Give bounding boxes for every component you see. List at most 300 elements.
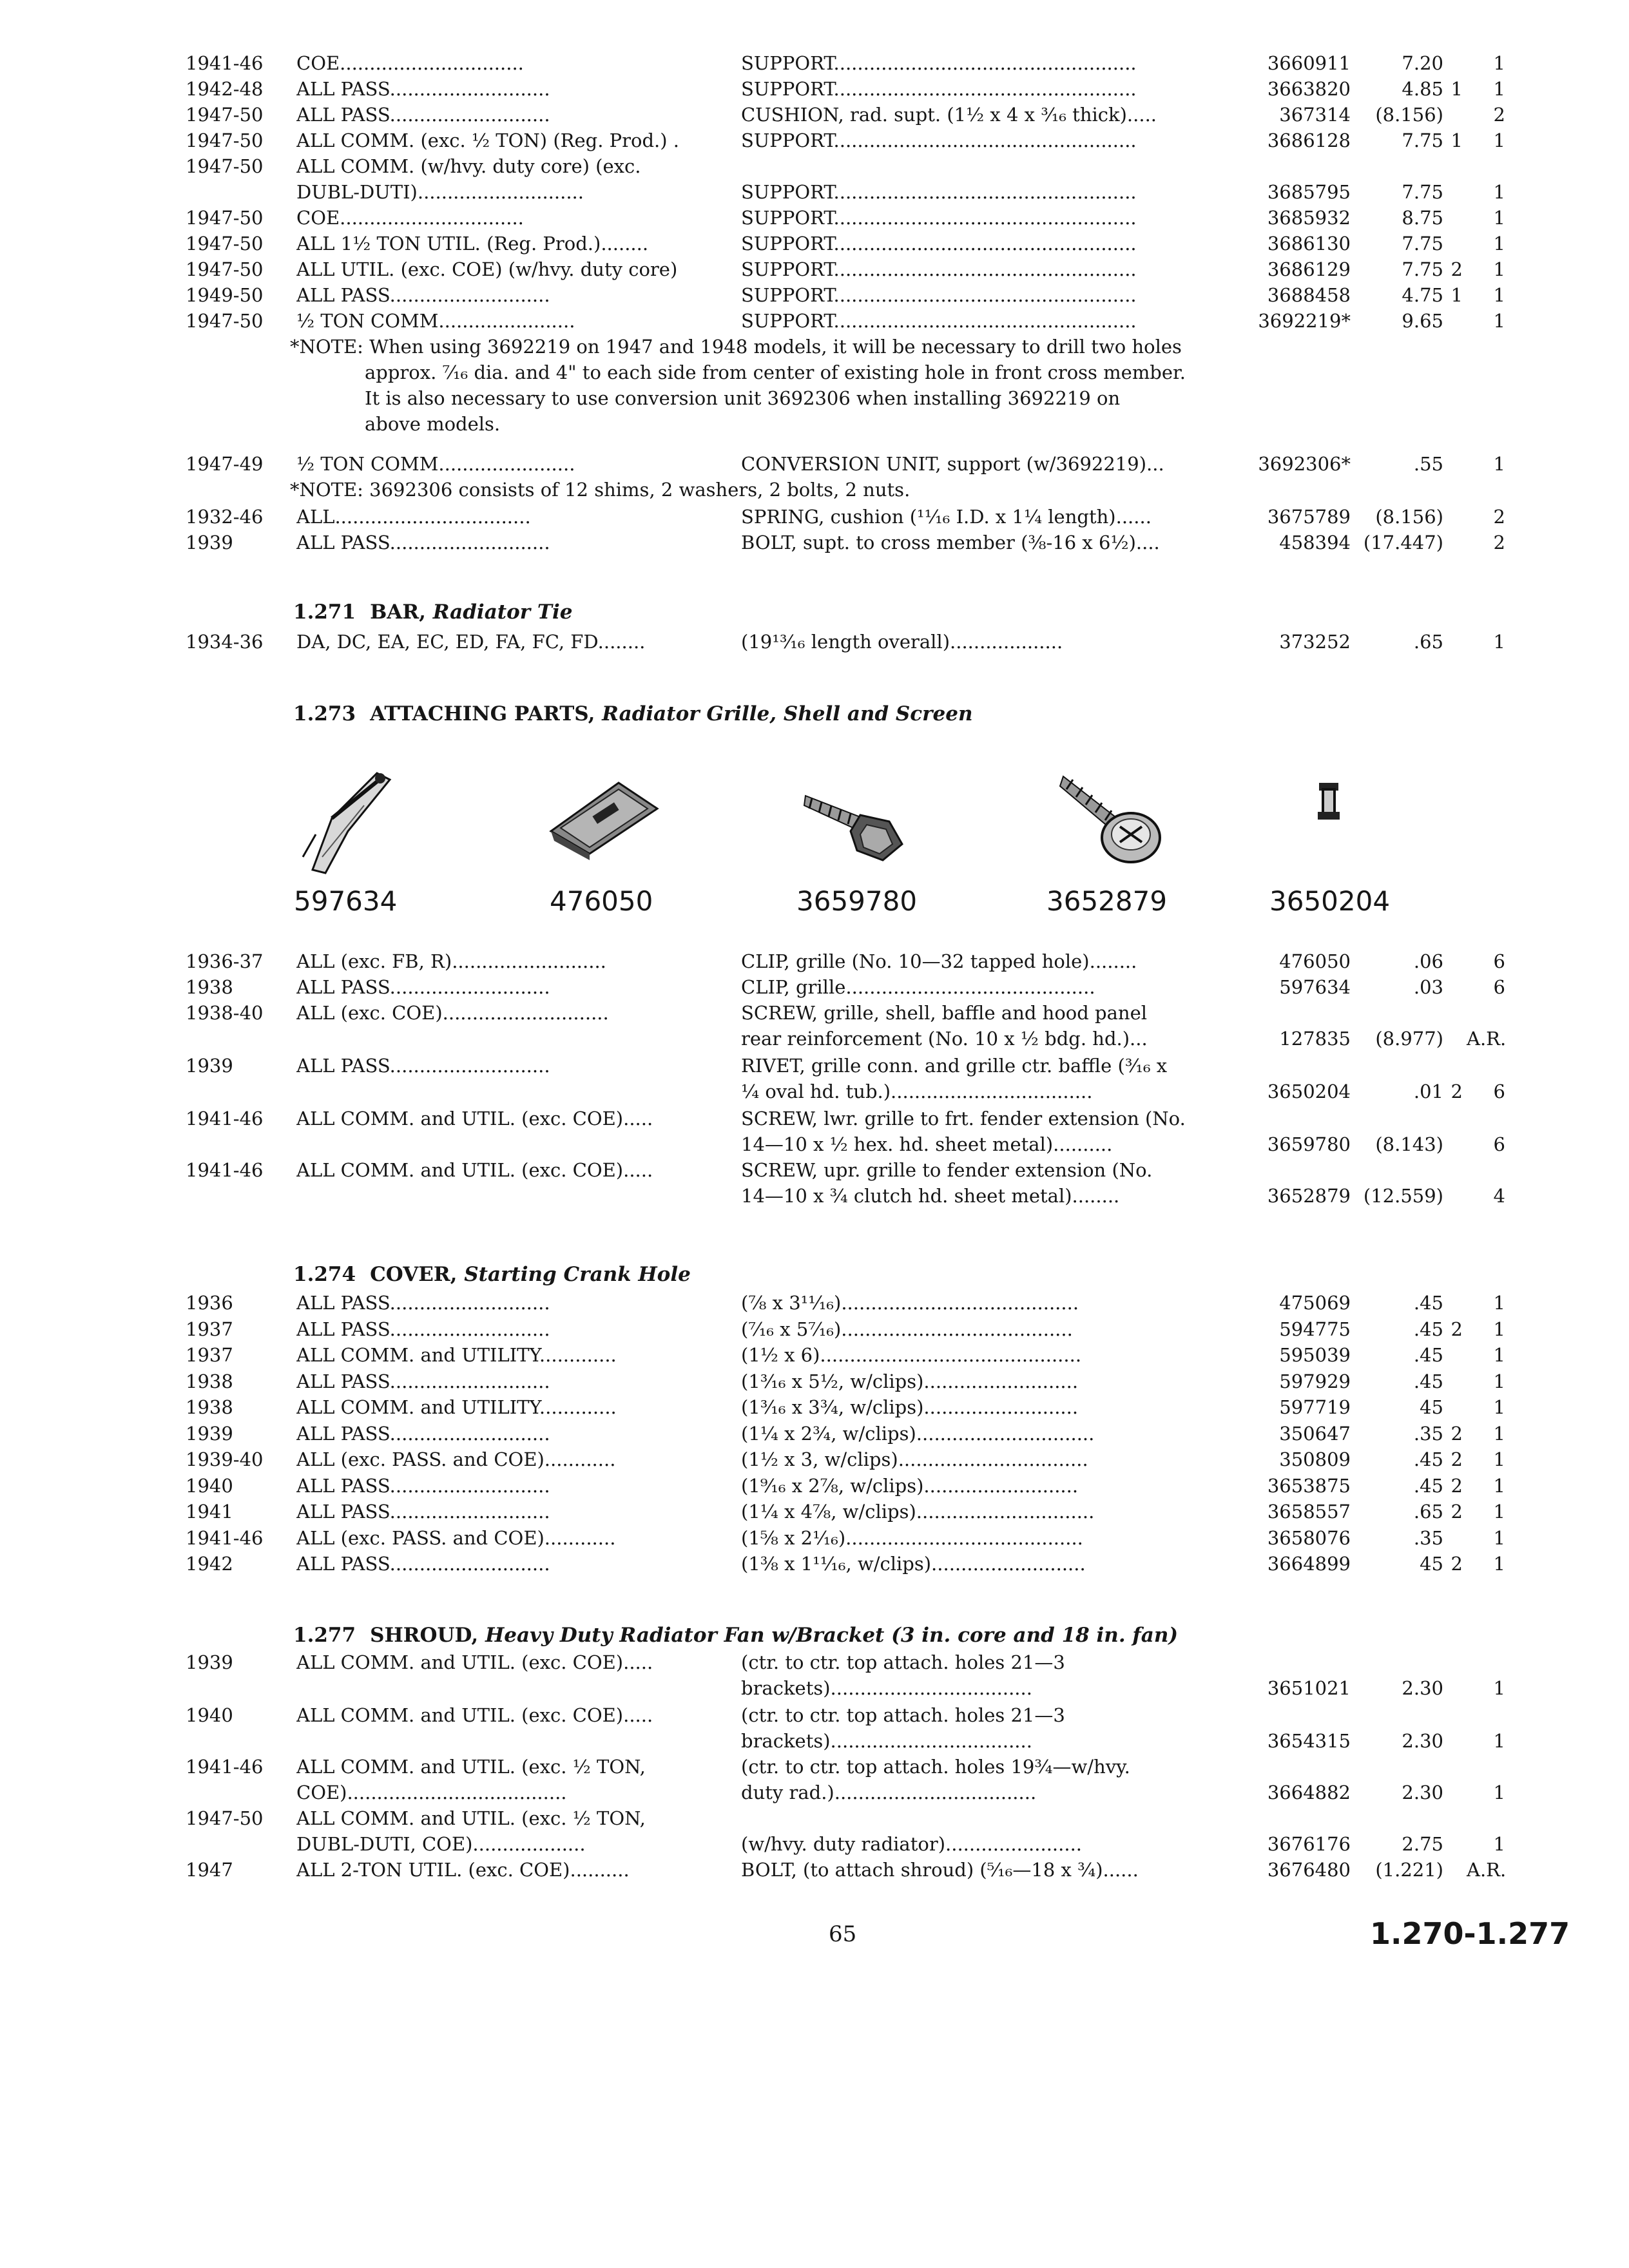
parts-row-desc: RIVET, grille conn. and grille ctr. baffle (³⁄₁₆ x — [741, 1055, 1168, 1077]
parts-row — [0, 1079, 1629, 1104]
parts-row-model: ALL PASS........................... — [296, 1474, 550, 1497]
parts-row-part: 3664899 — [1267, 1553, 1351, 1575]
parts-row-qty: 1 — [1493, 1448, 1505, 1470]
parts-row-qty: 1 — [1493, 1396, 1505, 1418]
parts-row-year: 1947-50 — [186, 310, 264, 332]
parts-row-price: 2.75 — [1402, 1833, 1443, 1855]
parts-row-part: 3685795 — [1267, 181, 1351, 203]
parts-row-model: ALL PASS........................... — [296, 1501, 550, 1523]
parts-row — [0, 128, 1629, 153]
parts-row-price: (8.977) — [1375, 1028, 1443, 1050]
parts-row-grp: 2 — [1451, 1448, 1463, 1470]
parts-row-model: ALL 2-TON UTIL. (exc. COE).......... — [296, 1859, 630, 1881]
parts-row-model: ALL COMM. and UTIL. (exc. ½ TON, — [296, 1756, 646, 1778]
parts-row — [0, 1316, 1629, 1342]
parts-row-desc: SUPPORT................................................... — [741, 181, 1137, 203]
parts-row — [0, 1728, 1629, 1754]
parts-row-price: 4.85 — [1402, 78, 1443, 100]
parts-row-qty: 1 — [1493, 1782, 1505, 1803]
parts-row-desc: (⁷⁄₁₆ x 5⁷⁄₁₆)....................................... — [741, 1318, 1073, 1340]
parts-row-model: ALL PASS........................... — [296, 78, 550, 100]
parts-row-desc: BOLT, supt. to cross member (⅜-16 x 6½).... — [741, 532, 1160, 553]
parts-row-part: 595039 — [1279, 1344, 1351, 1366]
parts-row-year: 1939 — [186, 1055, 233, 1077]
parts-row-part: 3664882 — [1267, 1782, 1351, 1803]
parts-row-price: 7.75 — [1402, 233, 1443, 255]
parts-row-part: 3653875 — [1267, 1474, 1351, 1497]
parts-row-part: 597719 — [1279, 1396, 1351, 1418]
illustration-label-3652879: 3652879 — [1046, 885, 1168, 917]
parts-row-desc: SPRING, cushion (¹¹⁄₁₆ I.D. x 1¼ length)...... — [741, 506, 1152, 528]
parts-row-price: .01 — [1413, 1081, 1443, 1102]
parts-row-grp: 2 — [1451, 1474, 1463, 1497]
parts-row-price: 7.20 — [1402, 52, 1443, 74]
section-heading-1271: 1.271 BAR, Radiator Tie — [293, 601, 573, 624]
parts-row-part: 3692306* — [1258, 453, 1351, 475]
parts-row-price: (8.156) — [1375, 104, 1443, 126]
parts-row-qty: 1 — [1493, 1318, 1505, 1340]
parts-row-year: 1947 — [186, 1859, 233, 1881]
parts-row — [0, 1106, 1629, 1131]
parts-row — [0, 1831, 1629, 1857]
parts-row-desc: CUSHION, rad. supt. (1½ x 4 x ³⁄₁₆ thick)..... — [741, 104, 1157, 126]
parts-row-year: 1937 — [186, 1344, 233, 1366]
parts-row-model: ALL PASS........................... — [296, 976, 550, 998]
section-range: 1.270-1.277 — [1370, 1916, 1570, 1951]
parts-row-part: 3658557 — [1267, 1501, 1351, 1523]
parts-row-part: 3654315 — [1267, 1730, 1351, 1752]
parts-row-qty: 1 — [1493, 1501, 1505, 1523]
parts-row-grp: 1 — [1451, 78, 1463, 100]
parts-row-year: 1938-40 — [186, 1002, 264, 1024]
parts-row-price: 2.30 — [1402, 1677, 1443, 1699]
parts-row-year: 1947-50 — [186, 233, 264, 255]
parts-row — [0, 1053, 1629, 1079]
parts-row-part: 3659780 — [1267, 1133, 1351, 1155]
parts-row-price: 2.30 — [1402, 1730, 1443, 1752]
illustration-label-3659780: 3659780 — [796, 885, 918, 917]
parts-row-year: 1936 — [186, 1292, 233, 1314]
parts-row — [0, 948, 1629, 974]
parts-row-desc: CLIP, grille.......................................... — [741, 976, 1095, 998]
parts-row-part: 3676480 — [1267, 1859, 1351, 1881]
note-line — [0, 411, 1629, 437]
parts-row-desc: (1½ x 6)............................................ — [741, 1344, 1082, 1366]
parts-row-price: .45 — [1413, 1448, 1443, 1470]
parts-row-year: 1947-50 — [186, 258, 264, 280]
parts-row-part: 597634 — [1279, 976, 1351, 998]
parts-row — [0, 50, 1629, 76]
parts-row-qty: 6 — [1493, 950, 1505, 972]
parts-row — [0, 1649, 1629, 1675]
parts-row-model: ALL UTIL. (exc. COE) (w/hvy. duty core) — [296, 258, 678, 280]
parts-row-desc: (ctr. to ctr. top attach. holes 21—3 — [741, 1704, 1065, 1726]
parts-row-desc: SUPPORT................................................... — [741, 233, 1137, 255]
parts-row — [0, 256, 1629, 282]
parts-row-price: (12.559) — [1363, 1185, 1443, 1207]
parts-row-model: ALL PASS........................... — [296, 104, 550, 126]
parts-row — [0, 205, 1629, 231]
parts-row-qty: 1 — [1493, 631, 1505, 653]
parts-row-part: 3663820 — [1267, 78, 1351, 100]
parts-row-year: 1937 — [186, 1318, 233, 1340]
parts-row-year: 1941-46 — [186, 52, 264, 74]
parts-row-desc: SUPPORT................................................... — [741, 130, 1137, 151]
parts-row — [0, 76, 1629, 102]
parts-row-qty: 1 — [1493, 233, 1505, 255]
parts-row — [0, 1499, 1629, 1524]
parts-row-desc: duty rad.).................................. — [741, 1782, 1037, 1803]
parts-row-qty: A.R. — [1467, 1028, 1507, 1050]
parts-row-model: ALL COMM. (exc. ½ TON) (Reg. Prod.) . — [296, 130, 680, 151]
parts-row — [0, 1754, 1629, 1780]
parts-row-model: COE............................... — [296, 52, 524, 74]
parts-row — [0, 1000, 1629, 1026]
parts-row-year: 1942 — [186, 1553, 233, 1575]
parts-row-year: 1947-50 — [186, 130, 264, 151]
parts-row — [0, 308, 1629, 334]
parts-row-grp: 2 — [1451, 1081, 1463, 1102]
parts-row-desc: brackets).................................. — [741, 1730, 1032, 1752]
parts-row-model: ALL PASS........................... — [296, 1422, 550, 1445]
parts-row-price: 7.75 — [1402, 181, 1443, 203]
parts-row-qty: 1 — [1493, 310, 1505, 332]
note-text: above models. — [365, 413, 501, 435]
parts-row-qty: 1 — [1493, 1833, 1505, 1855]
parts-row-price: (17.447) — [1363, 532, 1443, 553]
parts-row-price: .65 — [1413, 1501, 1443, 1523]
parts-row-model: ALL PASS........................... — [296, 284, 550, 306]
parts-row-qty: 1 — [1493, 78, 1505, 100]
parts-row-part: 3686128 — [1267, 130, 1351, 151]
parts-row-qty: 4 — [1493, 1185, 1505, 1207]
parts-row-price: .06 — [1413, 950, 1443, 972]
parts-row-model: ALL PASS........................... — [296, 1292, 550, 1314]
parts-row-qty: 1 — [1493, 1292, 1505, 1314]
parts-row-desc: rear reinforcement (No. 10 x ½ bdg. hd.)... — [741, 1028, 1148, 1050]
parts-row-price: .03 — [1413, 976, 1443, 998]
parts-row-desc: (1¼ x 2¾, w/clips).............................. — [741, 1422, 1095, 1445]
parts-row-desc: (⅞ x 3¹¹⁄₁₆)........................................ — [741, 1292, 1079, 1314]
parts-row-desc: SCREW, lwr. grille to frt. fender extension (No. — [741, 1108, 1186, 1129]
parts-row-year: 1939 — [186, 1651, 233, 1673]
parts-row — [0, 1342, 1629, 1368]
parts-row-year: 1941 — [186, 1501, 233, 1523]
screw-3659780-illustration — [799, 770, 928, 867]
parts-row-year: 1934-36 — [186, 631, 264, 653]
parts-row-desc: ¼ oval hd. tub.).................................. — [741, 1081, 1093, 1102]
parts-row-price: .45 — [1413, 1474, 1443, 1497]
illustration-label-597634: 597634 — [294, 885, 398, 917]
parts-row-desc: (ctr. to ctr. top attach. holes 21—3 — [741, 1651, 1065, 1673]
parts-row-year: 1947-49 — [186, 453, 264, 475]
note-line — [0, 477, 1629, 503]
parts-row-part: 594775 — [1279, 1318, 1351, 1340]
parts-row-model: DUBL-DUTI)............................ — [296, 181, 584, 203]
parts-row-part: 3660911 — [1267, 52, 1351, 74]
parts-row — [0, 1026, 1629, 1052]
parts-row-model: ALL PASS........................... — [296, 532, 550, 553]
parts-row-qty: 1 — [1493, 1474, 1505, 1497]
parts-row-part: 3651021 — [1267, 1677, 1351, 1699]
parts-row — [0, 1525, 1629, 1551]
page-number: 65 — [829, 1921, 857, 1947]
parts-row-part: 476050 — [1279, 950, 1351, 972]
parts-row-model: COE)..................................... — [296, 1782, 567, 1803]
parts-row-qty: 1 — [1493, 1730, 1505, 1752]
parts-row-grp: 1 — [1451, 130, 1463, 151]
parts-row — [0, 1183, 1629, 1209]
clip-476050-illustration — [541, 770, 664, 860]
parts-row-part: 3650204 — [1267, 1081, 1351, 1102]
parts-row-year: 1947-50 — [186, 207, 264, 229]
parts-row — [0, 231, 1629, 256]
parts-row-price: 7.75 — [1402, 258, 1443, 280]
parts-row-qty: 1 — [1493, 1370, 1505, 1392]
section-heading-1274: 1.274 COVER, Starting Crank Hole — [293, 1263, 691, 1286]
note-text: approx. ⁷⁄₁₆ dia. and 4" to each side from center of existing hole in front cross member. — [365, 361, 1186, 383]
parts-row-model: ALL PASS........................... — [296, 1055, 550, 1077]
parts-row-model: ½ TON COMM....................... — [296, 310, 575, 332]
parts-row-desc: 14—10 x ½ hex. hd. sheet metal).......... — [741, 1133, 1113, 1155]
parts-row-part: 597929 — [1279, 1370, 1351, 1392]
parts-row-year: 1947-50 — [186, 155, 264, 177]
parts-row-year: 1941-46 — [186, 1526, 264, 1549]
parts-row — [0, 1131, 1629, 1157]
parts-row — [0, 1290, 1629, 1316]
clip-597634-illustration — [287, 760, 403, 876]
parts-row-price: 9.65 — [1402, 310, 1443, 332]
parts-row-part: 367314 — [1279, 104, 1351, 126]
parts-row — [0, 504, 1629, 530]
parts-row-model: ALL PASS........................... — [296, 1370, 550, 1392]
parts-row-part: 3692219* — [1258, 310, 1351, 332]
parts-row-year: 1941-46 — [186, 1159, 264, 1181]
parts-row-price: 2.30 — [1402, 1782, 1443, 1803]
parts-row-qty: 2 — [1493, 506, 1505, 528]
illustration-label-3650204: 3650204 — [1269, 885, 1391, 917]
parts-row-desc: SUPPORT................................................... — [741, 310, 1137, 332]
section-heading-1273: 1.273 ATTACHING PARTS, Radiator Grille, Shell and Screen — [293, 702, 973, 726]
parts-row-qty: 1 — [1493, 1677, 1505, 1699]
parts-row-desc: SUPPORT................................................... — [741, 284, 1137, 306]
parts-row-grp: 2 — [1451, 1422, 1463, 1445]
parts-row — [0, 282, 1629, 308]
parts-row-desc: (ctr. to ctr. top attach. holes 19¾—w/hvy. — [741, 1756, 1130, 1778]
parts-row-desc: (19¹³⁄₁₆ length overall)................... — [741, 631, 1063, 653]
rivet-3650204-illustration — [1311, 780, 1350, 825]
parts-row — [0, 153, 1629, 179]
parts-row-model: ALL COMM. and UTIL. (exc. COE)..... — [296, 1159, 653, 1181]
parts-row — [0, 179, 1629, 205]
parts-row — [0, 629, 1629, 655]
parts-row-grp: 2 — [1451, 1318, 1463, 1340]
parts-row-price: 45 — [1420, 1553, 1443, 1575]
parts-row-price: .35 — [1413, 1422, 1443, 1445]
parts-row-part: 3658076 — [1267, 1526, 1351, 1549]
note-line — [0, 334, 1629, 360]
parts-row-year: 1938 — [186, 976, 233, 998]
parts-row-price: (8.143) — [1375, 1133, 1443, 1155]
parts-row-qty: 1 — [1493, 1422, 1505, 1445]
parts-row-year: 1939-40 — [186, 1448, 264, 1470]
parts-row-model: ALL COMM. (w/hvy. duty core) (exc. — [296, 155, 641, 177]
parts-row-year: 1947-50 — [186, 104, 264, 126]
parts-row — [0, 1369, 1629, 1394]
parts-row-part: 3688458 — [1267, 284, 1351, 306]
parts-row — [0, 530, 1629, 555]
parts-row-model: ALL COMM. and UTIL. (exc. ½ TON, — [296, 1807, 646, 1829]
parts-row-price: .45 — [1413, 1344, 1443, 1366]
note-line — [0, 385, 1629, 411]
parts-row — [0, 1446, 1629, 1472]
illustration-label-476050: 476050 — [550, 885, 653, 917]
parts-row-model: ALL 1½ TON UTIL. (Reg. Prod.)........ — [296, 233, 649, 255]
parts-row-part: 350647 — [1279, 1422, 1351, 1445]
parts-row-desc: SUPPORT................................................... — [741, 258, 1137, 280]
parts-row-qty: 1 — [1493, 453, 1505, 475]
note-text: It is also necessary to use conversion unit 3692306 when installing 3692219 on — [365, 387, 1121, 409]
parts-row-desc: SUPPORT................................................... — [741, 78, 1137, 100]
parts-row-desc: (w/hvy. duty radiator)....................... — [741, 1833, 1083, 1855]
parts-row — [0, 1702, 1629, 1728]
parts-row-part: 3676176 — [1267, 1833, 1351, 1855]
parts-row-qty: 1 — [1493, 1553, 1505, 1575]
parts-row-price: (8.156) — [1375, 506, 1443, 528]
parts-row-year: 1941-46 — [186, 1108, 264, 1129]
note-line — [0, 360, 1629, 385]
parts-row-desc: (1³⁄₁₆ x 5½, w/clips).......................... — [741, 1370, 1079, 1392]
parts-row — [0, 1157, 1629, 1183]
parts-row-desc: SCREW, grille, shell, baffle and hood panel — [741, 1002, 1147, 1024]
parts-row-year: 1938 — [186, 1396, 233, 1418]
parts-row-model: ALL COMM. and UTIL. (exc. COE)..... — [296, 1651, 653, 1673]
parts-row-part: 373252 — [1279, 631, 1351, 653]
parts-row-model: DA, DC, EA, EC, ED, FA, FC, FD........ — [296, 631, 646, 653]
parts-row-grp: 2 — [1451, 258, 1463, 280]
parts-row-model: ALL PASS........................... — [296, 1318, 550, 1340]
parts-row — [0, 1805, 1629, 1831]
parts-row-qty: 1 — [1493, 181, 1505, 203]
parts-row-price: 45 — [1420, 1396, 1443, 1418]
parts-row-qty: 1 — [1493, 1526, 1505, 1549]
parts-row-part: 3685932 — [1267, 207, 1351, 229]
parts-row-part: 3675789 — [1267, 506, 1351, 528]
parts-row-model: DUBL-DUTI, COE)................... — [296, 1833, 586, 1855]
parts-row-year: 1942-48 — [186, 78, 264, 100]
parts-row-desc: (1⅝ x 2¹⁄₁₆)........................................ — [741, 1526, 1083, 1549]
parts-row-model: ALL COMM. and UTIL. (exc. COE)..... — [296, 1704, 653, 1726]
parts-row-price: .55 — [1413, 453, 1443, 475]
parts-row-year: 1949-50 — [186, 284, 264, 306]
parts-row-desc: (1³⁄₁₆ x 3¾, w/clips).......................... — [741, 1396, 1079, 1418]
parts-row-qty: 1 — [1493, 284, 1505, 306]
parts-row-part: 3652879 — [1267, 1185, 1351, 1207]
parts-row-year: 1938 — [186, 1370, 233, 1392]
parts-row-year: 1939 — [186, 1422, 233, 1445]
parts-row — [0, 974, 1629, 1000]
parts-row-year: 1940 — [186, 1474, 233, 1497]
parts-row-price: .45 — [1413, 1370, 1443, 1392]
parts-row-desc: SUPPORT................................................... — [741, 52, 1137, 74]
parts-row-grp: 2 — [1451, 1501, 1463, 1523]
parts-row-year: 1947-50 — [186, 1807, 264, 1829]
parts-row — [0, 1421, 1629, 1446]
parts-row-desc: brackets).................................. — [741, 1677, 1032, 1699]
parts-row — [0, 1551, 1629, 1577]
parts-row — [0, 451, 1629, 477]
parts-row-desc: SUPPORT................................................... — [741, 207, 1137, 229]
parts-row-qty: 1 — [1493, 258, 1505, 280]
parts-row-model: ALL................................. — [296, 506, 531, 528]
parts-row-qty: 2 — [1493, 104, 1505, 126]
parts-row-qty: 6 — [1493, 976, 1505, 998]
parts-row-model: ALL COMM. and UTILITY............. — [296, 1344, 617, 1366]
parts-row-model: ALL (exc. PASS. and COE)............ — [296, 1448, 616, 1470]
parts-row-model: ALL COMM. and UTIL. (exc. COE)..... — [296, 1108, 653, 1129]
parts-row-qty: 2 — [1493, 532, 1505, 553]
parts-row — [0, 1780, 1629, 1805]
parts-row-model: COE............................... — [296, 207, 524, 229]
parts-row-grp: 1 — [1451, 284, 1463, 306]
section-heading-1277: 1.277 SHROUD, Heavy Duty Radiator Fan w/Bracket (3 in. core and 18 in. fan) — [293, 1624, 1179, 1647]
parts-row-price: .45 — [1413, 1292, 1443, 1314]
parts-row-qty: A.R. — [1467, 1859, 1507, 1881]
parts-row-grp: 2 — [1451, 1553, 1463, 1575]
parts-row-qty: 1 — [1493, 207, 1505, 229]
parts-row — [0, 102, 1629, 128]
parts-row-model: ALL (exc. COE)............................ — [296, 1002, 609, 1024]
parts-row-model: ALL PASS........................... — [296, 1553, 550, 1575]
parts-row-price: .45 — [1413, 1318, 1443, 1340]
parts-row-year: 1941-46 — [186, 1756, 264, 1778]
parts-row-desc: 14—10 x ¾ clutch hd. sheet metal)........ — [741, 1185, 1120, 1207]
note-text: *NOTE: 3692306 consists of 12 shims, 2 washers, 2 bolts, 2 nuts. — [290, 479, 911, 501]
parts-row-qty: 1 — [1493, 1344, 1505, 1366]
parts-row-model: ALL (exc. FB, R).......................... — [296, 950, 606, 972]
parts-row-price: 7.75 — [1402, 130, 1443, 151]
parts-row — [0, 1675, 1629, 1701]
parts-row-year: 1932-46 — [186, 506, 264, 528]
parts-row-part: 475069 — [1279, 1292, 1351, 1314]
parts-row-price: 4.75 — [1402, 284, 1443, 306]
parts-row-price: 8.75 — [1402, 207, 1443, 229]
parts-row-model: ALL COMM. and UTILITY............. — [296, 1396, 617, 1418]
screw-3652879-illustration — [1057, 764, 1179, 867]
parts-row — [0, 1394, 1629, 1420]
parts-row-qty: 1 — [1493, 130, 1505, 151]
parts-row-desc: CONVERSION UNIT, support (w/3692219)... — [741, 453, 1164, 475]
parts-row-desc: (1½ x 3, w/clips)................................ — [741, 1448, 1088, 1470]
parts-row-desc: (1⁹⁄₁₆ x 2⅞, w/clips).......................... — [741, 1474, 1079, 1497]
parts-row-model: ALL (exc. PASS. and COE)............ — [296, 1526, 616, 1549]
parts-row-desc: BOLT, (to attach shroud) (⁵⁄₁₆—18 x ¾)...... — [741, 1859, 1139, 1881]
parts-row-qty: 6 — [1493, 1081, 1505, 1102]
parts-row-desc: (1¼ x 4⅞, w/clips).............................. — [741, 1501, 1095, 1523]
parts-row-price: (1.221) — [1375, 1859, 1443, 1881]
parts-row-year: 1940 — [186, 1704, 233, 1726]
note-text: *NOTE: When using 3692219 on 1947 and 1948 models, it will be necessary to drill two holes — [290, 336, 1182, 358]
parts-row-part: 3686130 — [1267, 233, 1351, 255]
parts-row-price: .35 — [1413, 1526, 1443, 1549]
parts-row — [0, 1473, 1629, 1499]
parts-row-part: 458394 — [1279, 532, 1351, 553]
parts-row-part: 350809 — [1279, 1448, 1351, 1470]
parts-row — [0, 1857, 1629, 1883]
parts-row-desc: CLIP, grille (No. 10—32 tapped hole)........ — [741, 950, 1137, 972]
parts-row-qty: 1 — [1493, 52, 1505, 74]
parts-row-year: 1939 — [186, 532, 233, 553]
